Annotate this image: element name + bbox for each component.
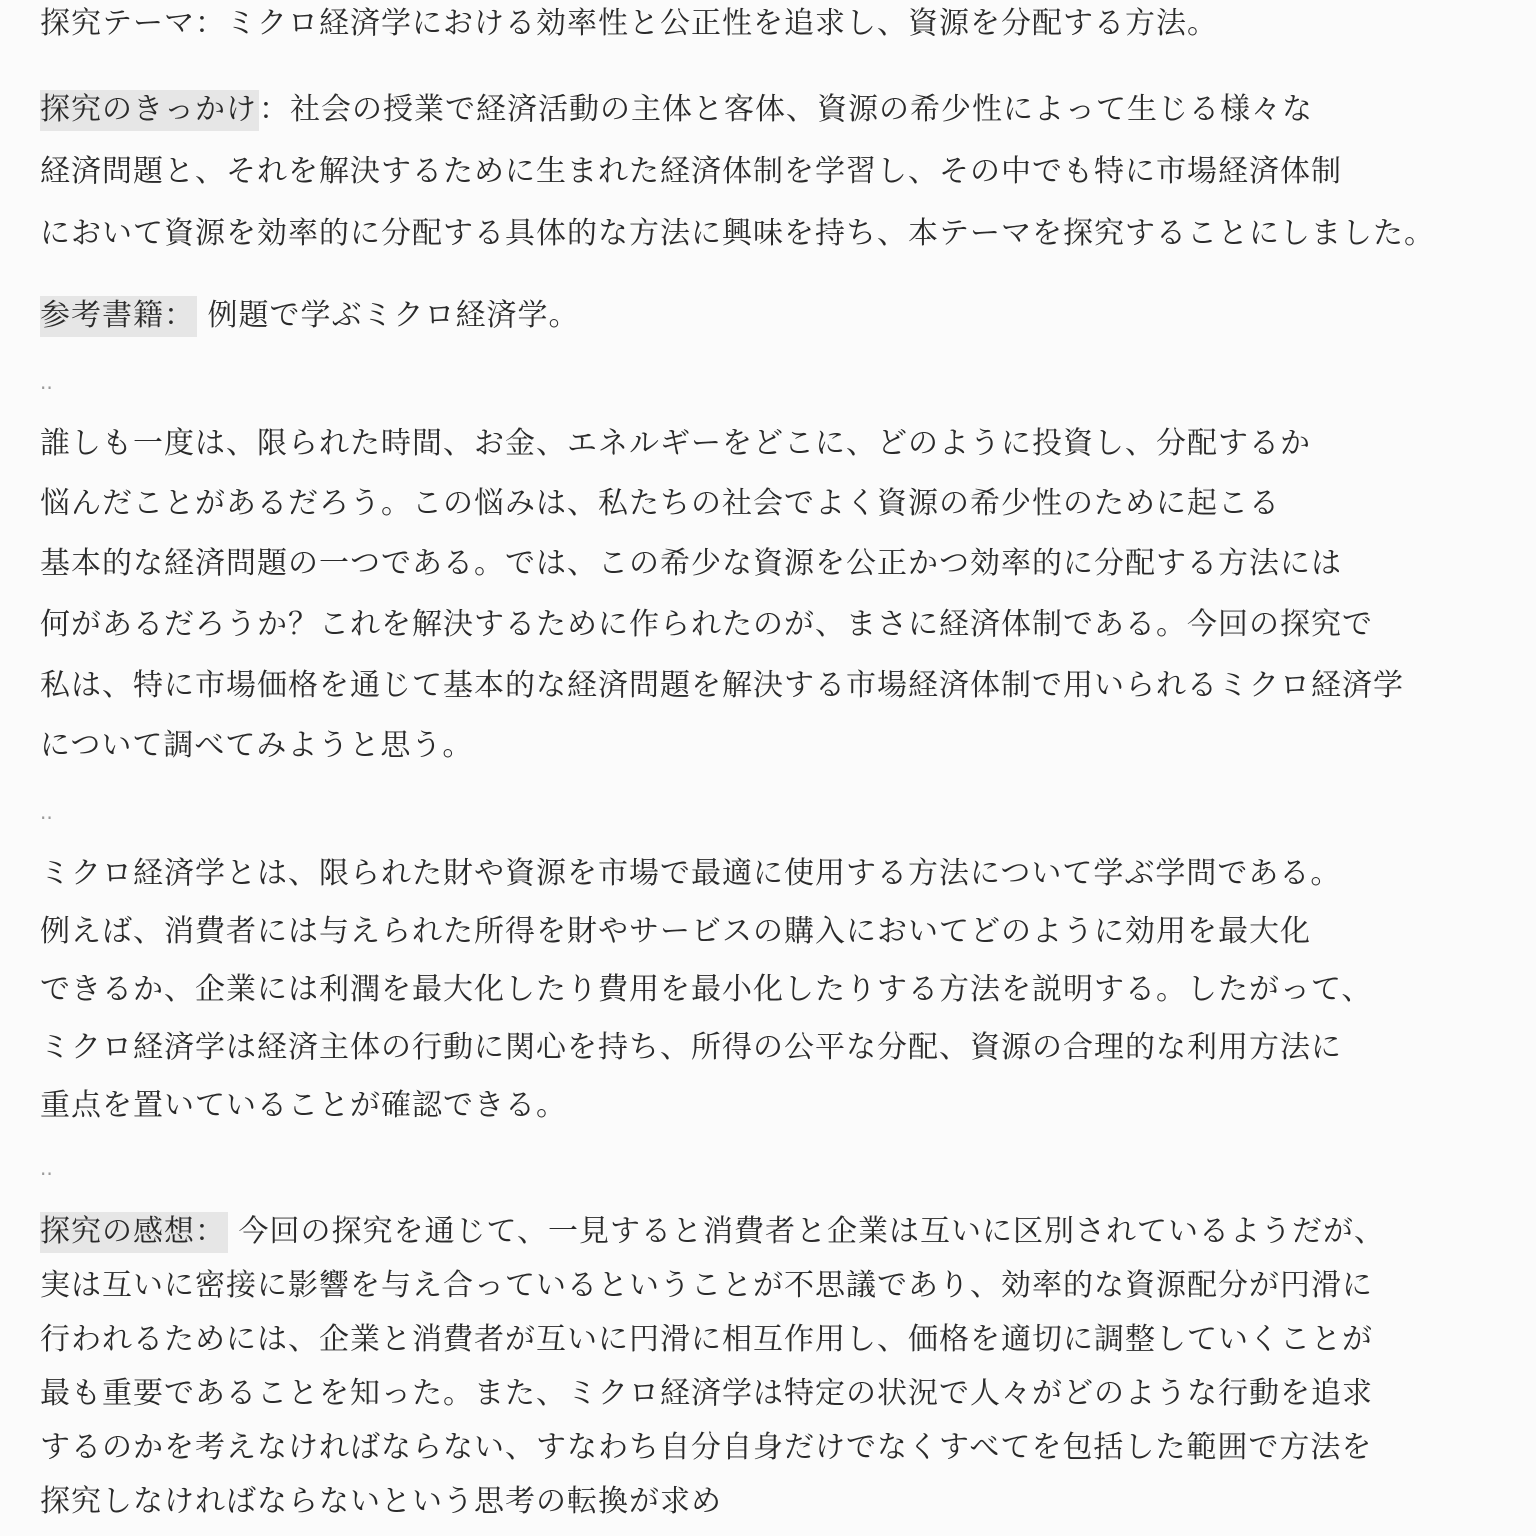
separator-2: ..	[40, 800, 53, 824]
motivation-text-1: ：社会の授業で経済活動の主体と客体、資源の希少性によって生じる様々な	[259, 92, 1313, 127]
impression-label: 探究の感想：	[40, 1212, 228, 1253]
paragraph1-line-2: 悩んだことがあるだろう。この悩みは、私たちの社会でよく資源の希少性のために起こる	[40, 486, 1280, 521]
paragraph2-line-3: できるか、企業には利潤を最大化したり費用を最小化したりする方法を説明する。したがって、	[40, 972, 1373, 1007]
separator-1: ..	[40, 370, 53, 394]
paragraph1-line-3: 基本的な経済問題の一つである。では、この希少な資源を公正かつ効率的に分配する方法には	[40, 546, 1342, 581]
reference-line	[40, 296, 580, 336]
motivation-label: 探究のきっかけ	[40, 90, 259, 131]
paragraph1-line-5: 私は、特に市場価格を通じて基本的な経済問題を解決する市場経済体制で用いられるミクロ経済学	[40, 668, 1404, 703]
impression-line-2: 実は互いに密接に影響を与え合っているということが不思議であり、効率的な資源配分が円滑に	[40, 1268, 1373, 1303]
separator-3: ..	[40, 1156, 53, 1180]
reference-text: 例題で学ぶミクロ経済学。	[207, 298, 580, 333]
paragraph1-line-4: 何があるだろうか？これを解決するために作られたのが、まさに経済体制である。今回の探究で	[40, 607, 1373, 642]
motivation-line-2: 経済問題と、それを解決するために生まれた経済体制を学習し、その中でも特に市場経済体制	[40, 154, 1342, 189]
paragraph1-line-1: 誰しも一度は、限られた時間、お金、エネルギーをどこに、どのように投資し、分配するか	[40, 426, 1311, 461]
theme-line: 探究テーマ：ミクロ経済学における効率性と公正性を追求し、資源を分配する方法。	[40, 6, 1218, 41]
paragraph2-line-5: 重点を置いていることが確認できる。	[40, 1088, 567, 1123]
paragraph2-line-1: ミクロ経済学とは、限られた財や資源を市場で最適に使用する方法について学ぶ学問である。	[40, 856, 1342, 891]
motivation-line-3: において資源を効率的に分配する具体的な方法に興味を持ち、本テーマを探究することにしました。	[40, 216, 1435, 251]
paragraph2-line-4: ミクロ経済学は経済主体の行動に関心を持ち、所得の公平な分配、資源の合理的な利用方法に	[40, 1030, 1342, 1065]
impression-line-3: 行われるためには、企業と消費者が互いに円滑に相互作用し、価格を適切に調整していくことが	[40, 1322, 1373, 1357]
paragraph1-line-6: について調べてみようと思う。	[40, 728, 474, 763]
paragraph2-line-2: 例えば、消費者には与えられた所得を財やサービスの購入においてどのように効用を最大化	[40, 914, 1311, 949]
impression-line-4: 最も重要であることを知った。また、ミクロ経済学は特定の状況で人々がどのような行動を追求	[40, 1376, 1373, 1411]
impression-line-5: するのかを考えなければならない、すなわち自分自身だけでなくすべてを包括した範囲で方法を	[40, 1430, 1373, 1465]
motivation-line-1	[40, 90, 1313, 130]
impression-line-1	[40, 1212, 1385, 1252]
impression-line-6: 探究しなければならないという思考の転換が求め	[40, 1484, 722, 1519]
impression-text-1: 今回の探究を通じて、一見すると消費者と企業は互いに区別されているようだが、	[238, 1214, 1385, 1249]
reference-label: 参考書籍：	[40, 296, 197, 337]
